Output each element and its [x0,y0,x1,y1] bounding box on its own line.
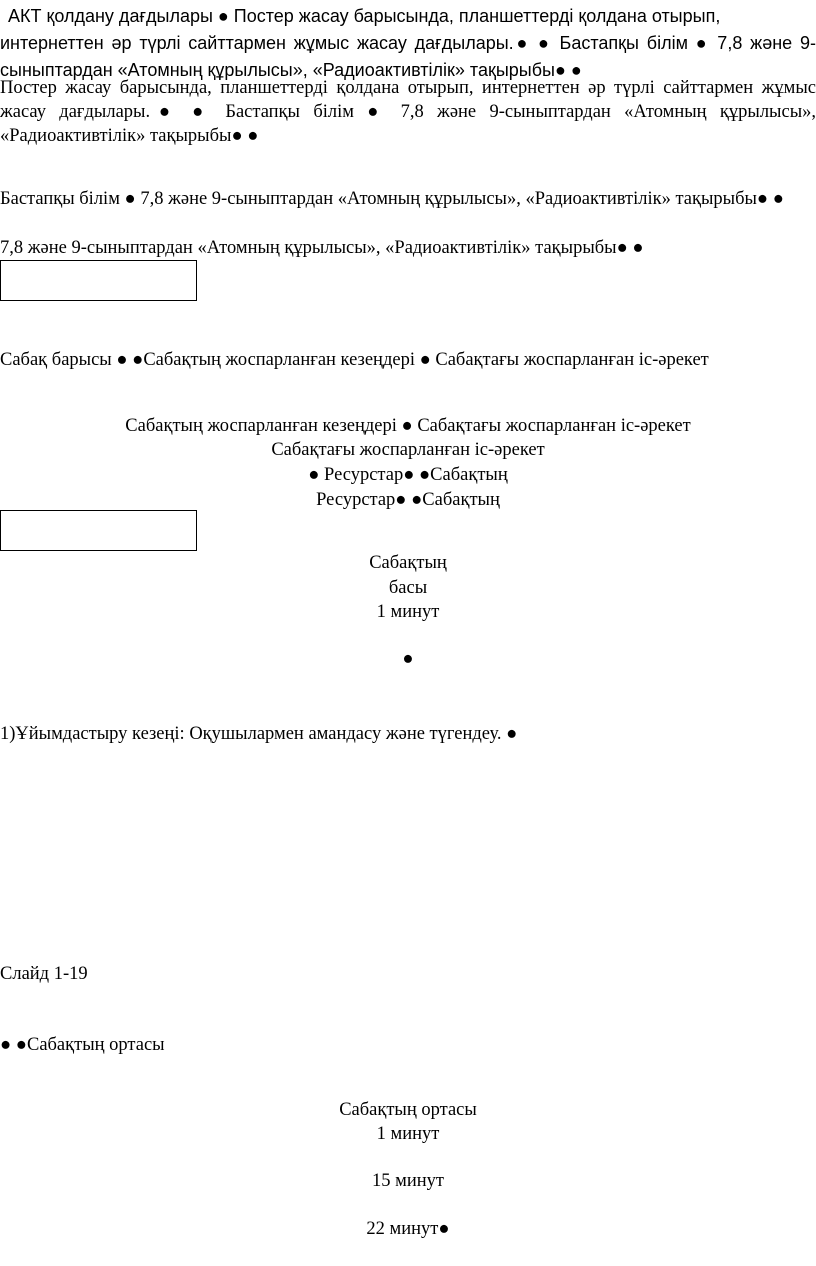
duration-label: 1 минут [376,1124,440,1144]
table-header-line: Ресурстар● ●Сабақтың [316,490,500,510]
duration-label: 15 минут [372,1171,444,1191]
table-header-line: Сабақтағы жоспарланған іс-әрекет [271,440,545,460]
duration-label: 22 минут● [366,1219,450,1239]
stage-label: Сабақтың [369,553,447,573]
text-line: АКТ қолдану дағдылары ● Постер жасау барысында, планшеттерді қолдана отырып, [8,6,721,26]
stage-label: Сабақтың ортасы [339,1100,477,1120]
paragraph: Бастапқы білім ● 7,8 және 9-сыныптардан «Атомның құрылысы», «Радиоактивтілік» тақырыбы● ● [0,189,784,209]
table-header-line: Сабақтың жоспарланған кезеңдері ● Сабақтағы жоспарланған іс-әрекет [125,416,691,436]
resource-label: Слайд 1-19 [0,964,88,984]
stage-label: басы [388,578,428,598]
stage-label: ● ●Сабақтың ортасы [0,1035,165,1055]
table-header-line: ● Ресурстар● ●Сабақтың [308,465,508,485]
text-line: интернеттен әр түрлі сайттармен жұмыс жасау дағдылары.● ● Бастапқы білім ● 7,8 және 9- [0,33,816,53]
empty-box [0,260,197,301]
paragraph: 7,8 және 9-сыныптардан «Атомның құрылысы», «Радиоактивтілік» тақырыбы● ● [0,238,644,258]
duration-label: 1 минут [376,602,440,622]
text-line: сыныптардан «Атомның құрылысы», «Радиоактивтілік» тақырыбы● ● [0,60,582,80]
paragraph: Постер жасау барысында, планшеттерді қолдана отырып, интернеттен әр түрлі сайттармен жұмыс жасау дағдылары.● ● Бастапқы білім ● 7,8 және 9-сыныптардан «Атомның құрылысы», «Радиоактивтілік» тақырыбы● ● [0,78,816,146]
bullet: ● [402,649,414,669]
stage-description: 1)Ұйымдастыру кезеңі: Оқушылармен амандасу және түгендеу. ● [0,724,518,744]
section-heading: Сабақ барысы ● ●Сабақтың жоспарланған кезеңдері ● Сабақтағы жоспарланған іс-әрекет [0,350,709,370]
empty-box [0,510,197,551]
